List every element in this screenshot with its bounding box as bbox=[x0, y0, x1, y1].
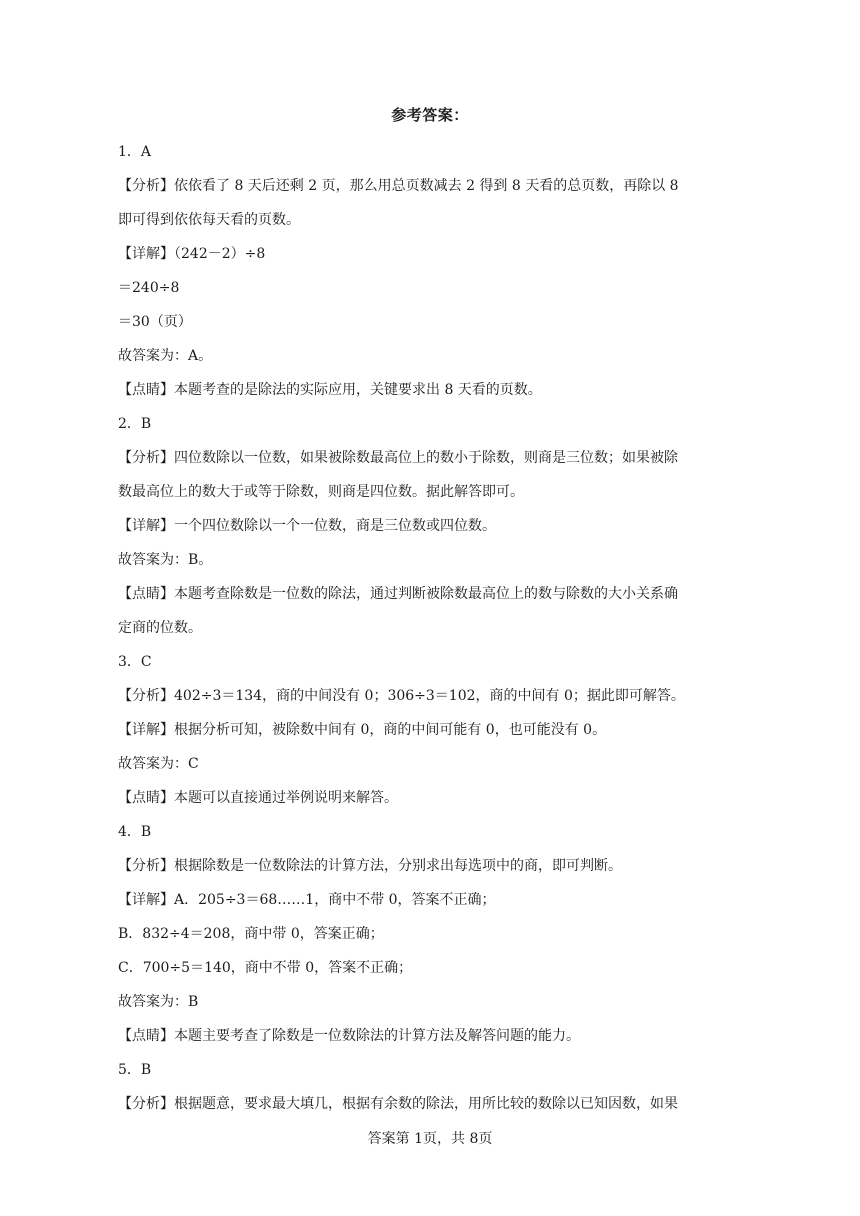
answer-line: 2．B bbox=[118, 416, 152, 432]
answer-line: 5．B bbox=[118, 1062, 152, 1078]
answer-line: 即可得到依依每天看的页数。 bbox=[118, 212, 300, 228]
answer-line: 【详解】（242－2）÷8 bbox=[118, 246, 266, 262]
answer-line: 故答案为：C bbox=[118, 756, 199, 772]
answer-line: 3．C bbox=[118, 654, 152, 670]
answer-line: 【分析】依依看了 8 天后还剩 2 页，那么用总页数减去 2 得到 8 天看的总页数，再除以 8 bbox=[118, 178, 679, 194]
answer-line: ＝240÷8 bbox=[118, 280, 180, 296]
answer-line: 【点睛】本题可以直接通过举例说明来解答。 bbox=[118, 790, 398, 806]
answer-line: 【详解】根据分析可知，被除数中间有 0，商的中间可能有 0，也可能没有 0。 bbox=[118, 722, 607, 738]
answer-line: 【分析】四位数除以一位数，如果被除数最高位上的数小于除数，则商是三位数；如果被除 bbox=[118, 450, 678, 466]
answer-line: 【详解】A．205÷3＝68……1，商中不带 0，答案不正确； bbox=[118, 892, 496, 908]
answer-line: 【分析】根据题意，要求最大填几，根据有余数的除法，用所比较的数除以已知因数，如果 bbox=[118, 1096, 678, 1112]
page-title: 参考答案： bbox=[391, 106, 469, 124]
answer-line: 【详解】一个四位数除以一个一位数，商是三位数或四位数。 bbox=[118, 518, 496, 534]
answer-line: 1．A bbox=[118, 144, 152, 160]
answer-line: C．700÷5＝140，商中不带 0，答案不正确； bbox=[118, 960, 413, 976]
page-footer: 答案第 1页，共 8页 bbox=[367, 1131, 493, 1147]
answer-line: 故答案为：B bbox=[118, 994, 199, 1010]
answer-line: B．832÷4＝208，商中带 0，答案正确； bbox=[118, 926, 384, 942]
answer-line: 数最高位上的数大于或等于除数，则商是四位数。据此解答即可。 bbox=[118, 484, 524, 500]
answer-line: ＝30（页） bbox=[118, 314, 192, 330]
answer-line: 【分析】根据除数是一位数除法的计算方法，分别求出每选项中的商，即可判断。 bbox=[118, 858, 622, 874]
answer-line: 4．B bbox=[118, 824, 152, 840]
answer-line: 定商的位数。 bbox=[118, 620, 202, 636]
answer-content bbox=[118, 135, 738, 1121]
answer-line: 故答案为：B。 bbox=[118, 552, 213, 568]
answer-line: 【点睛】本题考查除数是一位数的除法，通过判断被除数最高位上的数与除数的大小关系确 bbox=[118, 586, 678, 602]
answer-line: 【分析】402÷3＝134，商的中间没有 0；306÷3＝102，商的中间有 0；据此即可解答。 bbox=[118, 688, 685, 704]
answer-line: 故答案为：A。 bbox=[118, 348, 213, 364]
answer-line: 【点睛】本题考查的是除法的实际应用，关键要求出 8 天看的页数。 bbox=[118, 382, 542, 398]
answer-line: 【点睛】本题主要考查了除数是一位数除法的计算方法及解答问题的能力。 bbox=[118, 1028, 580, 1044]
